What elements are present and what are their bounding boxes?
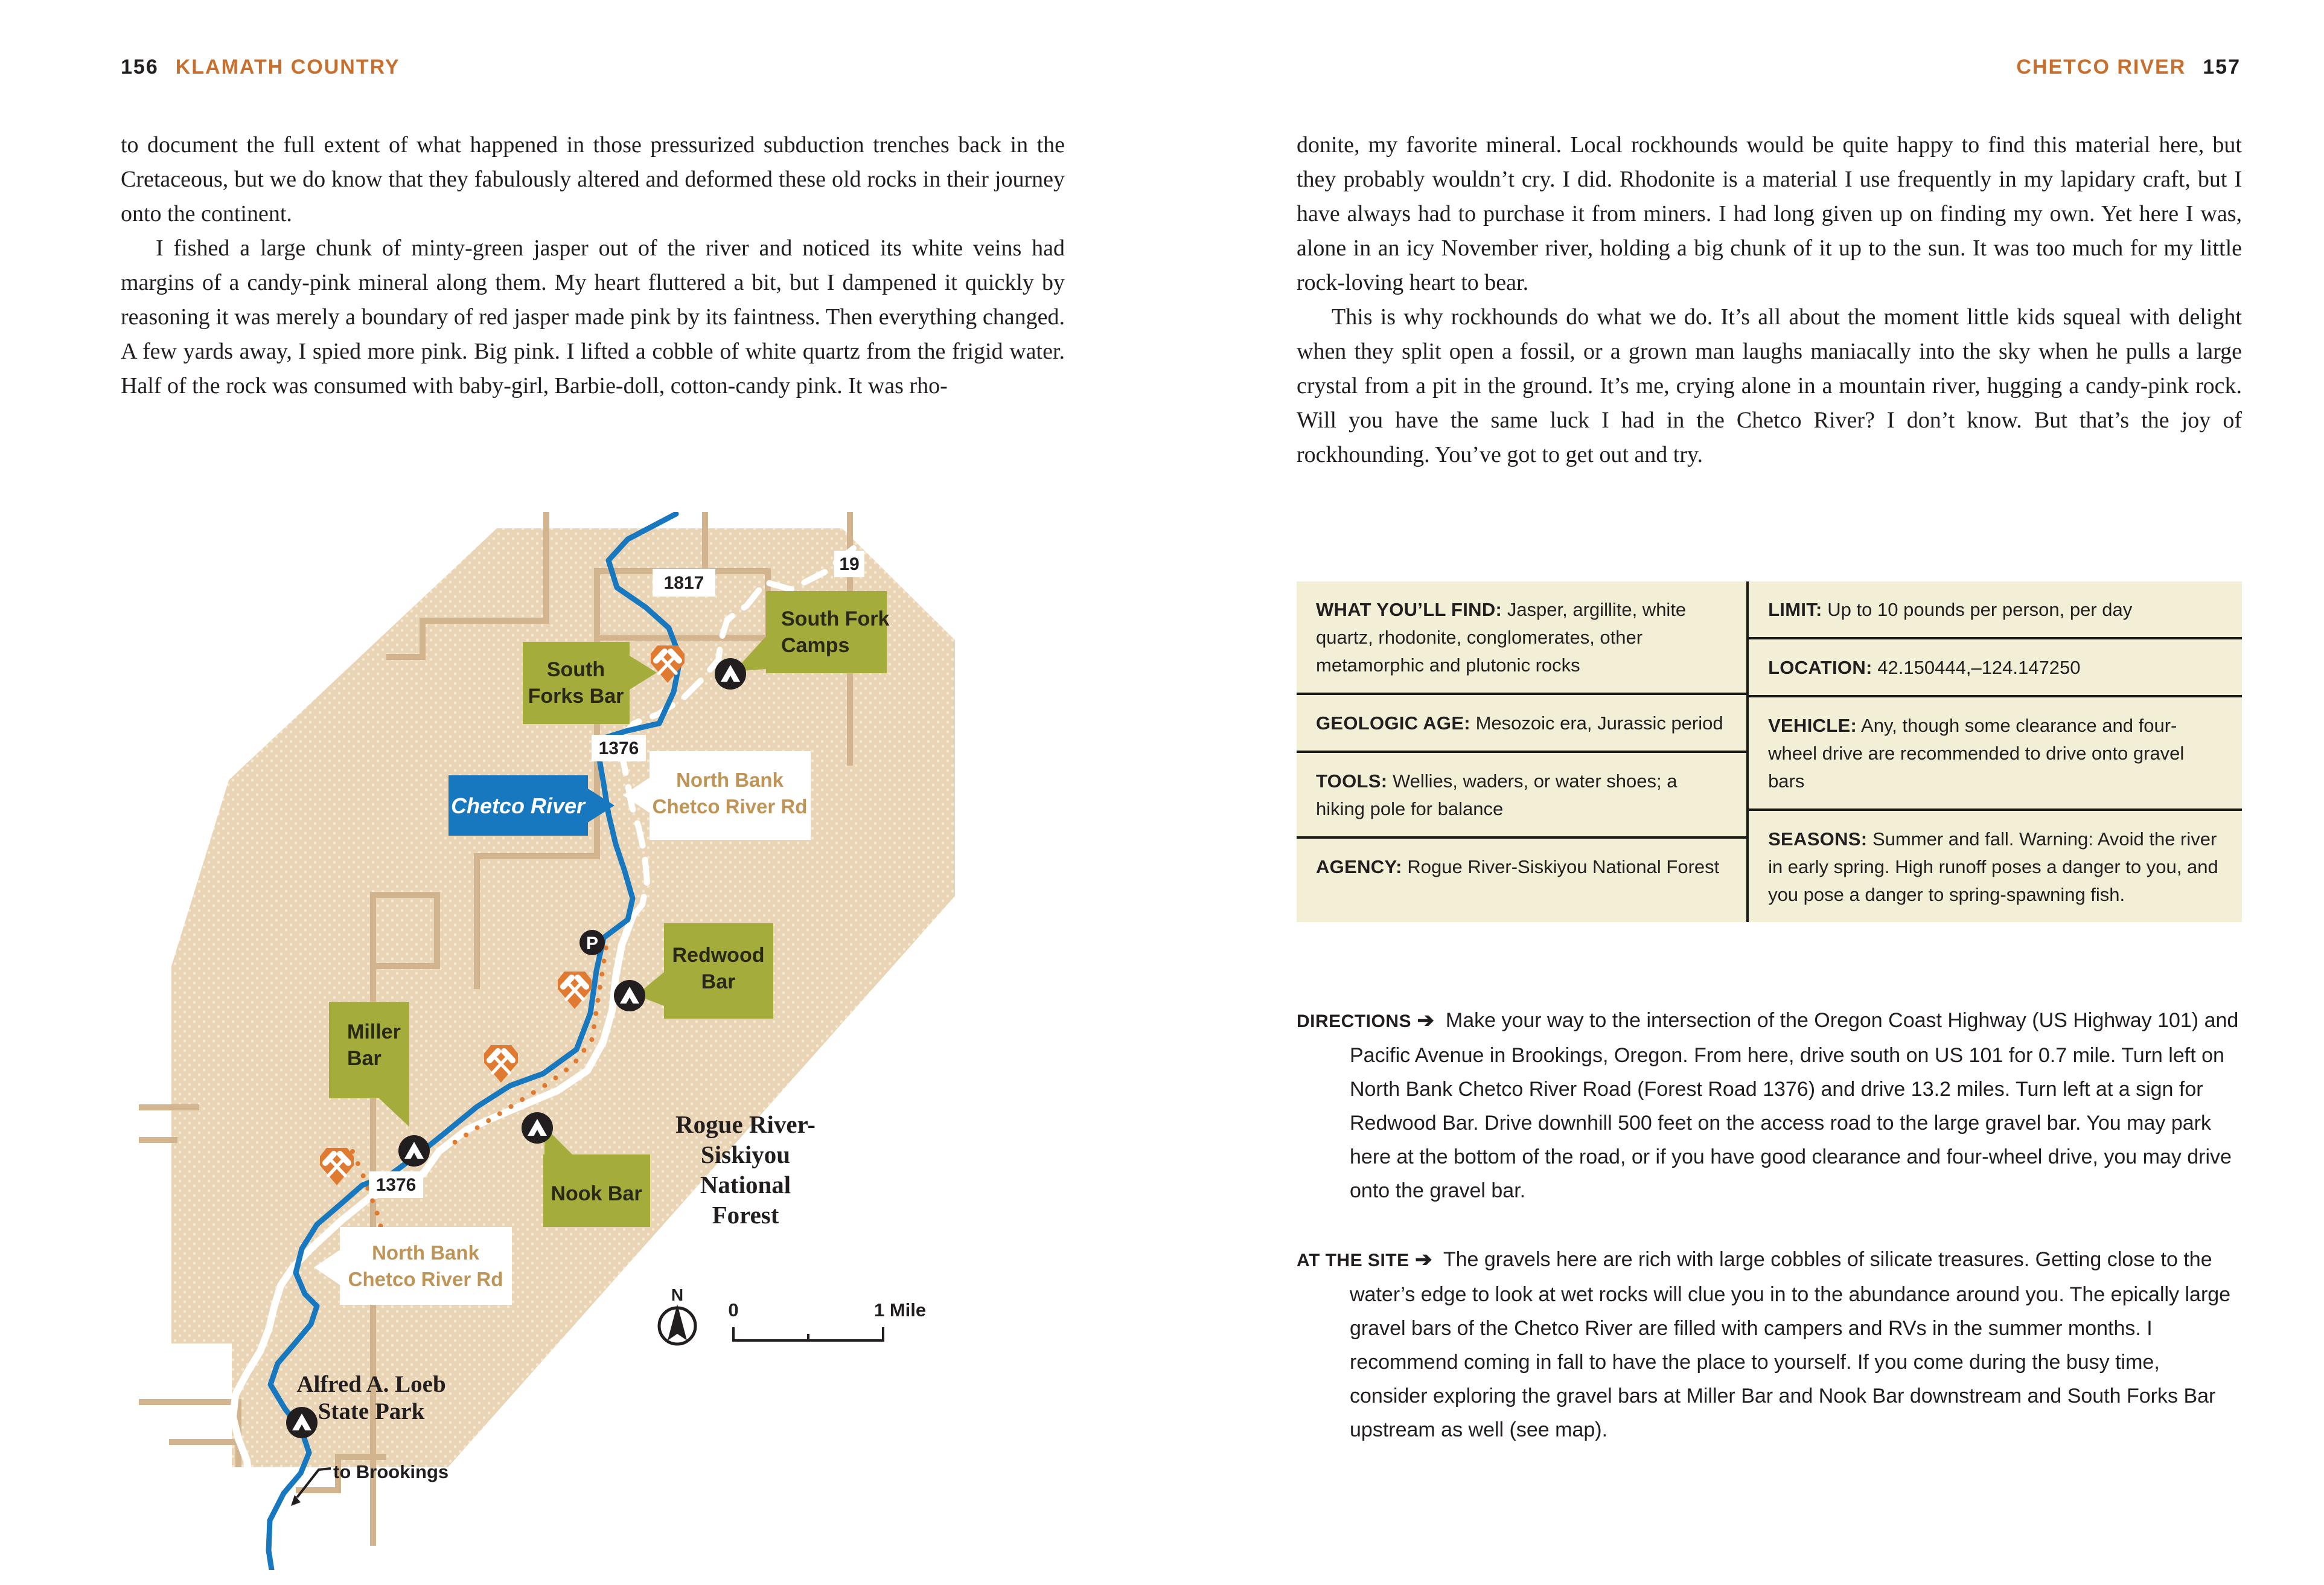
right-running-head <box>2016 56 2241 79</box>
svg-text:Camps: Camps <box>781 634 850 657</box>
right-body-text <box>1297 128 2242 472</box>
svg-text:North Bank: North Bank <box>372 1241 479 1264</box>
svg-text:National: National <box>700 1171 791 1199</box>
right-section-title: CHETCO RIVER <box>2016 56 2186 78</box>
svg-text:Nook Bar: Nook Bar <box>551 1182 642 1205</box>
info-table-right-column <box>1746 581 2242 922</box>
left-page-number: 156 <box>121 56 159 78</box>
arrow-icon: ➔ <box>1417 1009 1434 1032</box>
left-section-title: KLAMATH COUNTRY <box>175 56 400 78</box>
at-the-site-section <box>1297 1243 2242 1447</box>
svg-text:0: 0 <box>728 1299 739 1321</box>
svg-text:Forest: Forest <box>712 1201 779 1229</box>
route-19-label <box>834 551 864 577</box>
svg-text:Siskiyou: Siskiyou <box>700 1141 791 1168</box>
callout-north-bank-road-upper <box>623 751 811 840</box>
at-the-site-text: The gravels here are rich with large cobbles of silicate treasures. Getting close to the water’s edge to look at wet rocks will clue you in to the abundance around you. The epically large gravel bars of the Chetco River are filled with campers and RVs in the summer months. I recommend coming in fall to have the place to yourself. If you come during the busy time, consider exploring the gravel bars at Miller Bar and Nook Bar downstream and South Forks Bar upstream as well (see map). <box>1350 1248 2231 1441</box>
svg-text:Bar: Bar <box>347 1047 381 1070</box>
info-cell-seasons: SEASONS: Summer and fall. Warning: Avoid the river in early spring. High runoff poses a danger to you, and you pose a danger to spring-spawning fish. <box>1749 811 2242 922</box>
svg-text:State Park: State Park <box>318 1398 425 1424</box>
info-cell-agency: AGENCY: Rogue River-Siskiyou National Forest <box>1297 839 1746 922</box>
campground-icon <box>286 1407 318 1438</box>
svg-text:Chetco River Rd: Chetco River Rd <box>652 795 808 818</box>
svg-text:1376: 1376 <box>598 738 639 758</box>
svg-text:N: N <box>671 1286 684 1304</box>
scale-bar <box>728 1299 926 1340</box>
body-paragraph: This is why rockhounds do what we do. It’s all about the moment little kids squeal with delight when they split open a fossil, or a grown man laughs maniacally into the sky when he pulls a large crystal from a pit in the ground. It’s me, crying alone in a mountain river, hugging a candy-pink rock. Will you have the same luck I had in the Chetco River? I don’t know. But that’s the joy of rockhounding. You’ve got to get out and try. <box>1297 304 2242 467</box>
body-paragraph: donite, my favorite mineral. Local rockhounds would be quite happy to find this material here, but they probably wouldn’t cry. I did. Rhodonite is a material I use frequently in my lapidary craft, but I have always had to purchase it from miners. I had long given up on finding my own. Yet here I was, alone in an icy November river, holding a big chunk of it up to the sun. It was too much for my little rock-loving heart to bear. <box>1297 132 2242 295</box>
campground-icon <box>398 1135 430 1167</box>
arrow-icon: ➔ <box>1415 1248 1432 1271</box>
map-svg <box>139 512 984 1570</box>
route-1376-lower-label <box>369 1171 423 1198</box>
route-1817-label <box>653 569 715 597</box>
parking-icon <box>579 930 605 955</box>
svg-text:to Brookings: to Brookings <box>333 1461 449 1482</box>
svg-text:South: South <box>546 658 605 681</box>
svg-text:Forks Bar: Forks Bar <box>528 685 624 708</box>
left-body-text <box>121 128 1065 403</box>
info-cell-location: LOCATION: 42.150444,–124.147250 <box>1749 639 2242 697</box>
svg-text:Rogue River-: Rogue River- <box>675 1110 816 1138</box>
svg-text:1376: 1376 <box>375 1175 417 1195</box>
svg-text:P: P <box>586 933 599 953</box>
left-running-head <box>121 56 400 79</box>
chetco-river-map <box>139 512 984 1573</box>
svg-text:Redwood: Redwood <box>672 944 765 967</box>
campground-icon <box>715 658 746 690</box>
body-paragraph: I fished a large chunk of minty-green jasper out of the river and noticed its white veins had margins of a candy-pink mineral along them. My heart fluttered a bit, but I dampened it quickly by reasoning it was merely a boundary of red jasper made pink by its faintness. Then everything changed. A few yards away, I spied more pink. Big pink. I lifted a cobble of white quartz from the frigid water. Half of the rock was consumed with baby-girl, Barbie-doll, cotton-candy pink. It was rho- <box>121 235 1065 399</box>
site-info-table <box>1297 581 2242 922</box>
svg-text:North Bank: North Bank <box>676 769 784 791</box>
body-paragraph: to document the full extent of what happened in those pressurized subduction trenches back in the Cretaceous, but we do know that they fabulously altered and deformed these old rocks in their journey onto the continent. <box>121 132 1065 226</box>
svg-text:Bar: Bar <box>701 970 736 993</box>
svg-text:Chetco River: Chetco River <box>450 793 586 818</box>
directions-text: Make your way to the intersection of the Oregon Coast Highway (US Highway 101) and Pacific Avenue in Brookings, Oregon. From here, drive south on US 101 for 0.7 mile. Turn left on North Bank Chetco River Road (Forest Road 1376) and drive 13.2 miles. Turn left at a sign for Redwood Bar. Drive downhill 500 feet on the access road to the large gravel bar. You may park here at the bottom of the road, or if you have good clearance and four-wheel drive, you may drive onto the gravel bar. <box>1350 1009 2239 1202</box>
svg-text:Chetco River Rd: Chetco River Rd <box>348 1268 503 1290</box>
info-cell-vehicle: VEHICLE: Any, though some clearance and four-wheel drive are recommended to drive onto gravel bars <box>1749 697 2242 811</box>
svg-text:1817: 1817 <box>663 573 704 593</box>
to-brookings-label <box>291 1461 449 1506</box>
info-table-left-column <box>1297 581 1746 922</box>
campground-icon <box>522 1112 553 1144</box>
svg-text:1 Mile: 1 Mile <box>874 1299 927 1321</box>
info-cell-geologic-age: GEOLOGIC AGE: Mesozoic era, Jurassic period <box>1297 695 1746 753</box>
svg-text:Alfred A. Loeb: Alfred A. Loeb <box>296 1371 446 1397</box>
at-the-site-label: AT THE SITE <box>1297 1250 1409 1270</box>
callout-north-bank-road-lower <box>314 1227 512 1305</box>
directions-label: DIRECTIONS <box>1297 1011 1412 1031</box>
north-compass-icon <box>659 1286 695 1344</box>
route-1376-upper-label <box>592 735 646 761</box>
svg-text:Miller: Miller <box>347 1020 401 1043</box>
info-cell-what-youll-find: WHAT YOU’LL FIND: Jasper, argillite, white quartz, rhodonite, conglomerates, other metamorphic and plutonic rocks <box>1297 581 1746 695</box>
campground-icon <box>614 980 645 1011</box>
info-cell-limit: LIMIT: Up to 10 pounds per person, per day <box>1749 581 2242 639</box>
directions-section <box>1297 1004 2242 1208</box>
svg-text:19: 19 <box>839 554 860 574</box>
right-page-number: 157 <box>2203 56 2241 78</box>
info-cell-tools: TOOLS: Wellies, waders, or water shoes; a hiking pole for balance <box>1297 753 1746 839</box>
svg-text:South Fork: South Fork <box>781 607 890 630</box>
